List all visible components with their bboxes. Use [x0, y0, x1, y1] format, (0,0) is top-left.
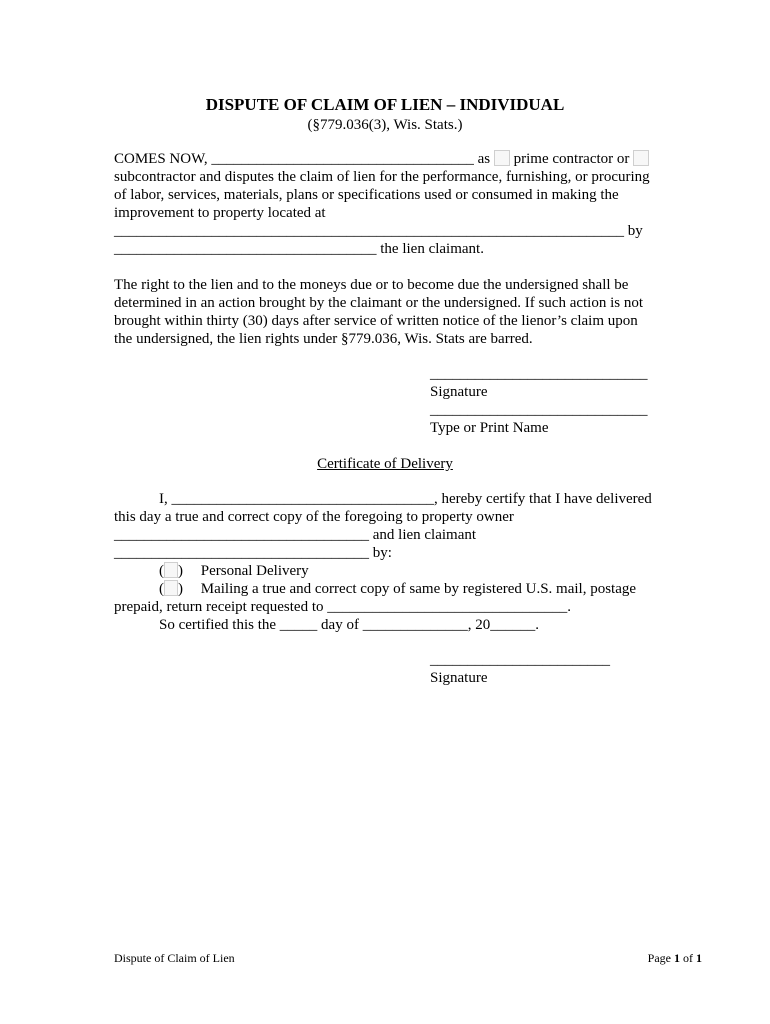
- certificate-line-1: I, ___________________________________, hereby certify that I have delivered: [159, 491, 652, 507]
- footer-document-name: Dispute of Claim of Lien: [114, 951, 235, 965]
- rights-line-3: brought within thirty (30) days after service of written notice of the lienor’s claim upon: [114, 313, 638, 329]
- comes-now-line-6: ___________________________________ the lien claimant.: [114, 241, 484, 257]
- comes-now-line-5: ____________________________________________________________________ by: [114, 223, 643, 239]
- certificate-line-7: prepaid, return receipt requested to ________________________________.: [114, 599, 571, 615]
- comes-now-line-2: subcontractor and disputes the claim of lien for the performance, furnishing, or procuring: [114, 169, 650, 185]
- comes-now-line-1: [114, 150, 659, 168]
- paren-open: (: [159, 563, 164, 579]
- mail-delivery-checkbox[interactable]: [164, 580, 178, 596]
- certificate-line-4: __________________________________ by:: [114, 545, 392, 561]
- page-of: of: [683, 951, 693, 965]
- mail-delivery-label: Mailing a true and correct copy of same by registered U.S. mail, postage: [200, 581, 637, 597]
- page-prefix: Page: [647, 951, 671, 965]
- comes-now-paragraph: [114, 150, 659, 258]
- document-title: DISPUTE OF CLAIM OF LIEN – INDIVIDUAL: [205, 95, 565, 114]
- prime-contractor-checkbox[interactable]: [494, 150, 510, 166]
- signature-line[interactable]: _____________________________: [430, 366, 648, 382]
- print-name-line[interactable]: _____________________________: [430, 402, 648, 418]
- comes-now-line-3: of labor, services, materials, plans or specifications used or consumed in making the: [114, 187, 619, 203]
- page-total: 1: [696, 951, 702, 965]
- personal-delivery-option: [114, 562, 659, 580]
- paren-open: (: [159, 581, 164, 597]
- print-name-label: Type or Print Name: [430, 420, 549, 436]
- page-current: 1: [674, 951, 680, 965]
- certificate-body: [114, 490, 659, 634]
- prime-contractor-label: prime contractor or: [513, 151, 630, 167]
- certificate-line-8: So certified this the _____ day of ______________, 20______.: [159, 617, 539, 633]
- rights-line-4: the undersigned, the lien rights under §779.036, Wis. Stats are barred.: [114, 331, 533, 347]
- certificate-line-2: this day a true and correct copy of the foregoing to property owner: [114, 509, 514, 525]
- paren-close: ): [178, 563, 183, 579]
- signature-label: Signature: [430, 384, 488, 400]
- rights-line-1: The right to the lien and to the moneys due or to become due the undersigned shall be: [114, 277, 629, 293]
- rights-line-2: determined in an action brought by the claimant or the undersigned. If such action is not: [114, 295, 644, 311]
- paren-close: ): [178, 581, 183, 597]
- certificate-heading: Certificate of Delivery: [317, 456, 453, 472]
- document-subtitle: (§779.036(3), Wis. Stats.): [307, 117, 463, 133]
- comes-now-line-4: improvement to property located at: [114, 205, 326, 221]
- personal-delivery-checkbox[interactable]: [164, 562, 178, 578]
- comes-now-text: COMES NOW, ___________________________________ as: [114, 151, 491, 167]
- mail-delivery-option: [114, 580, 659, 598]
- footer-page-number: [648, 949, 702, 967]
- certificate-line-3: __________________________________ and lien claimant: [114, 527, 477, 543]
- lien-rights-paragraph: [114, 276, 659, 348]
- certificate-signature-label: Signature: [430, 670, 488, 686]
- subcontractor-checkbox[interactable]: [633, 150, 649, 166]
- personal-delivery-label: Personal Delivery: [200, 563, 309, 579]
- certificate-signature-line[interactable]: ________________________: [430, 652, 610, 668]
